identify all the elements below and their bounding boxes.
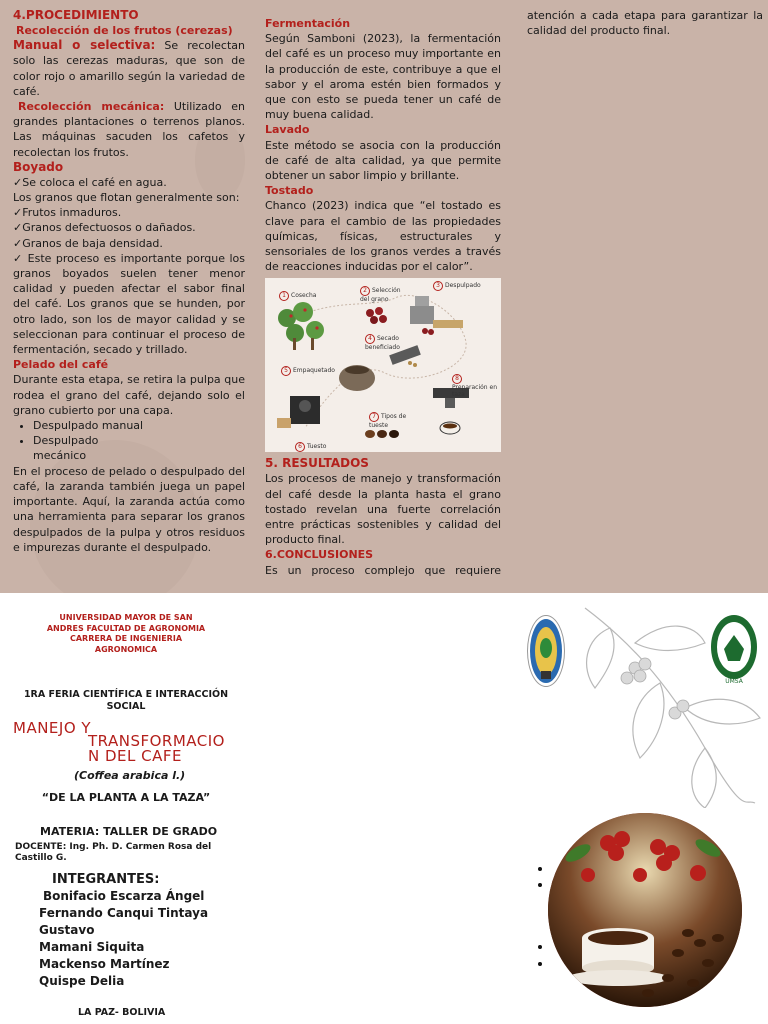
step-empaquetado-label: 5 Empaquetado: [281, 366, 335, 376]
zaranda-paragraph: En el proceso de pelado o despulpado del café, la zaranda también juega un papel importante. Aquí, la zaranda actúa como una herramienta para separar los granos despulpados de la pulpa y otros residuos e impurezas durante el despulpado.: [13, 464, 245, 554]
mecanica-paragraph: [13, 99, 245, 160]
slogan: “DE LA PLANTA A LA TAZA”: [41, 791, 211, 804]
member-name: Quispe Delia: [39, 974, 125, 988]
step-tipos-tueste-label: 7 Tipos de tueste: [369, 413, 407, 430]
conclusion-continued-text: atención a cada etapa para garantizar la calidad del producto final.: [527, 9, 763, 38]
university-crest-icon: [528, 616, 564, 686]
member-name: Fernando Canqui Tintaya: [39, 906, 209, 920]
bullet-dot: [538, 867, 542, 871]
selected-cherries-icon: [366, 307, 387, 324]
manual-paragraph: [13, 38, 245, 99]
boyado-item: ✓Granos de baja densidad.: [13, 236, 163, 250]
boyado-item: ✓Granos defectuosos o dañados.: [13, 221, 196, 235]
university-name: UNIVERSIDAD MAYOR DE SAN ANDRES FACULTAD DE AGRONOMIA CARRERA DE INGENIERIA AGRONOMICA: [46, 613, 206, 654]
mecanica-text: Utilizado en grandes plantaciones o terrenos planos. Las máquinas sacuden los cafetos y recolectan los frutos.: [13, 100, 245, 159]
bullet-dot: [538, 962, 542, 966]
members-title: INTEGRANTES:: [52, 872, 160, 887]
step-tuesto-label: 6 Tuesto: [295, 442, 326, 452]
roaster-icon: [277, 396, 320, 428]
pelado-bullet: • Despulpado mecánico: [33, 433, 113, 463]
tostado-title: Tostado: [265, 184, 314, 198]
agronomy-crest-icon: [710, 613, 758, 685]
bullet-dot: [538, 945, 542, 949]
step-cosecha-label: 1 Cosecha: [279, 291, 316, 301]
recoleccion-subtitle: Recolección de los frutos (cerezas): [16, 24, 233, 37]
scientific-name: (Coffea arabica l.): [74, 769, 186, 782]
member-name: Mackenso Martínez: [39, 957, 170, 971]
tostado-text: Chanco (2023) indica que “el tostado es clave para el cambio de las propiedades químicas, físicas, estructurales y sensoriales de los granos verdes a través de reacciones inducidas por el calor”.: [265, 199, 501, 274]
procedure-column: [13, 8, 245, 555]
member-name: Gustavo: [39, 923, 95, 937]
pelado-title: Pelado del café: [13, 358, 109, 372]
umsa-university-logo: [527, 615, 565, 687]
roast-types-icon: [365, 430, 399, 438]
pelado-bullet-list: [13, 418, 245, 464]
processing-column: [265, 16, 501, 578]
coffee-tree-icon: [278, 302, 324, 350]
title-line-1: MANEJO Y: [13, 719, 92, 737]
fermentacion-title: Fermentación: [265, 17, 351, 30]
pelado-text: Durante esta etapa, se retira la pulpa que rodea el grano del café, dejando solo el grano cubierto por una capa.: [13, 373, 245, 417]
svg-text:UMSA: UMSA: [725, 678, 743, 685]
step-seleccion-label: 2 Selección del grano: [360, 287, 401, 304]
faculty-agronomy-logo: [710, 613, 758, 685]
step-preparacion-label: 8Preparación en taza: [452, 375, 498, 399]
subject: MATERIA: TALLER DE GRADO: [40, 825, 218, 838]
manual-label: Manual o selectiva:: [13, 38, 156, 53]
manual-text: Se recolectan solo las cerezas maduras, que son de color rojo o amarillo según la variedad de café.: [13, 39, 245, 98]
bullet-dot: [538, 883, 542, 887]
lavado-text: Este método se asocia con la producción de café de alta calidad, ya que permite obtener un sabor limpio y brillante.: [265, 138, 501, 183]
resultados-title: 5. RESULTADOS: [265, 456, 369, 471]
boyado-item: ✓Se coloca el café en agua.: [13, 175, 167, 189]
boyado-item: Los granos que flotan generalmente son:: [13, 191, 240, 205]
member-name: Bonifacio Escarza Ángel: [43, 889, 205, 903]
step-secado-label: 4 Secado beneficiado: [365, 335, 400, 352]
teacher: DOCENTE: Ing. Ph. D. Carmen Rosa del Castillo G.: [15, 842, 212, 863]
coffee-process-diagram: [265, 278, 501, 452]
coffee-sack-icon: [339, 365, 375, 391]
pulping-machine-icon: [410, 296, 463, 335]
step-despulpado-label: 3 Despulpado: [433, 281, 481, 291]
title-line-2: TRANSFORMACIO N DEL CAFE: [88, 732, 225, 765]
location: LA PAZ- BOLIVIA: [78, 1007, 166, 1018]
mecanica-label: Recolección mecánica:: [18, 100, 165, 114]
event-name: 1RA FERIA CIENTÍFICA E INTERACCIÓN SOCIAL: [23, 689, 229, 712]
conclusion-continued-column: [527, 8, 763, 38]
boyado-title: Boyado: [13, 159, 64, 174]
coffee-photo: [548, 813, 742, 1007]
coffee-cup-and-cherries-illustration: [548, 813, 742, 1007]
boyado-item: ✓Frutos inmaduros.: [13, 206, 122, 220]
resultados-text: Los procesos de manejo y transformación del café desde la planta hasta el grano tostado revelan una fuerte correlación entre prácticas sostenibles y calidad del producto final.: [265, 472, 501, 547]
members-list: [39, 888, 208, 990]
member-name: Mamani Siquita: [39, 940, 145, 954]
conclusiones-text: Es un proceso complejo que requiere: [265, 563, 501, 577]
conclusiones-title: 6.CONCLUSIONES: [265, 548, 374, 562]
lavado-title: Lavado: [265, 123, 310, 137]
section-title-procedimiento: 4.PROCEDIMIENTO: [13, 8, 139, 22]
boyado-paragraph: ✓ Este proceso es importante porque los granos boyados suelen tener menor calidad y pueden afectar el sabor final del café. Los granos que se hunden, por otro lado, son los de mayor calidad y se seleccionan para continuar el proceso de fermentación, secado y trillado.: [13, 251, 245, 357]
fermentacion-text: Según Samboni (2023), la fermentación del café es un proceso muy importante en la producción de este, contribuye a que el sabor y el aroma estén bien formados y que con esto se pueda tener un café de muy buena calidad.: [265, 32, 501, 122]
pelado-bullet: • Despulpado manual: [33, 418, 245, 433]
brochure-cover-panel: [0, 593, 768, 1024]
